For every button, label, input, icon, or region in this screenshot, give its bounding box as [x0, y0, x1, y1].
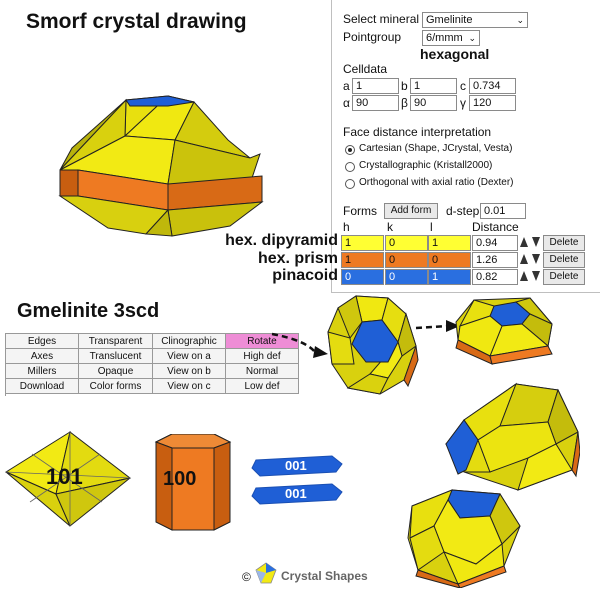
form-1-l[interactable]: 1	[428, 235, 471, 251]
view-on-a-button[interactable]: View on a	[153, 349, 226, 364]
chevron-down-icon: ⌄	[468, 33, 476, 43]
form-2-delete-button[interactable]: Delete	[543, 252, 585, 268]
copyright-symbol: ©	[242, 570, 251, 584]
prism-face-label: 100	[163, 468, 197, 490]
translucent-button[interactable]: Translucent	[79, 349, 153, 364]
cell-alpha-input[interactable]: 90	[352, 95, 399, 111]
control-panel	[331, 0, 600, 293]
dstep-input[interactable]: 0.01	[480, 203, 526, 219]
crystal-system: hexagonal	[420, 46, 490, 62]
low-def-button[interactable]: Low def	[226, 379, 299, 394]
view-on-c-button[interactable]: View on c	[153, 379, 226, 394]
form-3-h[interactable]: 0	[341, 269, 384, 285]
rotated-crystal-view-1	[326, 292, 422, 398]
radio-cartesian[interactable]	[345, 145, 355, 155]
crystal-shapes-logo-icon	[255, 562, 277, 584]
rotate-button[interactable]: Rotate	[226, 334, 299, 349]
form-1-delete-button[interactable]: Delete	[543, 235, 585, 251]
cell-alpha-label: α	[343, 96, 350, 110]
form-3-l[interactable]: 1	[428, 269, 471, 285]
form-name-prism: hex. prism	[257, 250, 338, 267]
cell-beta-label: β	[401, 96, 408, 110]
col-h-label: h	[343, 220, 350, 234]
form-3-down-arrow-icon[interactable]	[531, 270, 541, 282]
col-k-label: k	[387, 220, 393, 234]
cell-b-label: b	[401, 79, 408, 93]
large-crystal-view-1	[438, 380, 580, 492]
pointgroup-label: Pointgroup	[343, 30, 402, 44]
pinacoid-bottom-label: 001	[285, 486, 307, 501]
form-1-h[interactable]: 1	[341, 235, 384, 251]
form-2-up-arrow-icon[interactable]	[519, 253, 529, 265]
large-crystal-view-2	[404, 486, 524, 588]
mineral-select[interactable]	[422, 12, 528, 28]
dstep-label: d-step	[446, 204, 480, 218]
form-2-l[interactable]: 0	[428, 252, 471, 268]
radio-crystallographic-label: Crystallographic (Kristall2000)	[359, 160, 493, 171]
clinographic-button[interactable]: Clinographic	[153, 334, 226, 349]
crystal-name: Gmelinite 3scd	[17, 300, 160, 322]
page-title: Smorf crystal drawing	[26, 10, 247, 33]
celldata-label: Celldata	[343, 62, 388, 76]
form-2-h[interactable]: 1	[341, 252, 384, 268]
radio-orthogonal-label: Orthogonal with axial ratio (Dexter)	[359, 177, 514, 188]
form-3-up-arrow-icon[interactable]	[519, 270, 529, 282]
radio-crystallographic[interactable]	[345, 162, 355, 172]
col-l-label: l	[430, 220, 433, 234]
form-name-pinacoid: pinacoid	[272, 267, 338, 284]
cell-b-input[interactable]: 1	[410, 78, 457, 94]
edges-button[interactable]: Edges	[6, 334, 79, 349]
transparent-button[interactable]: Transparent	[79, 334, 153, 349]
forms-label: Forms	[343, 204, 377, 218]
cell-a-input[interactable]: 1	[352, 78, 399, 94]
form-3-distance[interactable]: 0.82	[472, 269, 518, 285]
radio-cartesian-label: Cartesian (Shape, JCrystal, Vesta)	[359, 143, 513, 154]
radio-orthogonal[interactable]	[345, 179, 355, 189]
millers-button[interactable]: Millers	[6, 364, 79, 379]
normal-button[interactable]: Normal	[226, 364, 299, 379]
view-on-b-button[interactable]: View on b	[153, 364, 226, 379]
form-1-up-arrow-icon[interactable]	[519, 236, 529, 248]
form-1-down-arrow-icon[interactable]	[531, 236, 541, 248]
view-buttons-grid	[5, 333, 299, 396]
form-2-down-arrow-icon[interactable]	[531, 253, 541, 265]
form-2-k[interactable]: 0	[385, 252, 428, 268]
col-distance-label: Distance	[472, 220, 519, 234]
cell-gamma-label: γ	[460, 96, 466, 110]
brand-name: Crystal Shapes	[281, 569, 368, 583]
form-1-k[interactable]: 0	[385, 235, 428, 251]
form-1-distance[interactable]: 0.94	[472, 235, 518, 251]
mineral-value: Gmelinite	[426, 14, 473, 26]
form-name-dipyramid: hex. dipyramid	[225, 232, 338, 249]
axes-button[interactable]: Axes	[6, 349, 79, 364]
chevron-down-icon: ⌄	[516, 15, 524, 25]
cell-beta-input[interactable]: 90	[410, 95, 457, 111]
pointgroup-select[interactable]	[422, 30, 480, 46]
download-button[interactable]: Download	[6, 379, 79, 394]
high-def-button[interactable]: High def	[226, 349, 299, 364]
form-3-k[interactable]: 0	[385, 269, 428, 285]
opaque-button[interactable]: Opaque	[79, 364, 153, 379]
mineral-label: Select mineral	[343, 12, 420, 26]
pointgroup-value: 6/mmm	[426, 32, 463, 44]
cell-c-input[interactable]: 0.734	[469, 78, 516, 94]
color-forms-button[interactable]: Color forms	[79, 379, 153, 394]
form-2-distance[interactable]: 1.26	[472, 252, 518, 268]
main-crystal-drawing	[50, 88, 280, 238]
pinacoid-top-label: 001	[285, 458, 307, 473]
rotated-crystal-view-2	[452, 294, 560, 366]
cell-a-label: a	[343, 79, 350, 93]
face-distance-label: Face distance interpretation	[343, 125, 492, 139]
cell-gamma-input[interactable]: 120	[469, 95, 516, 111]
cell-c-label: c	[460, 79, 466, 93]
form-3-delete-button[interactable]: Delete	[543, 269, 585, 285]
add-form-button[interactable]: Add form	[384, 203, 438, 219]
dipyramid-face-label: 101	[46, 464, 83, 489]
